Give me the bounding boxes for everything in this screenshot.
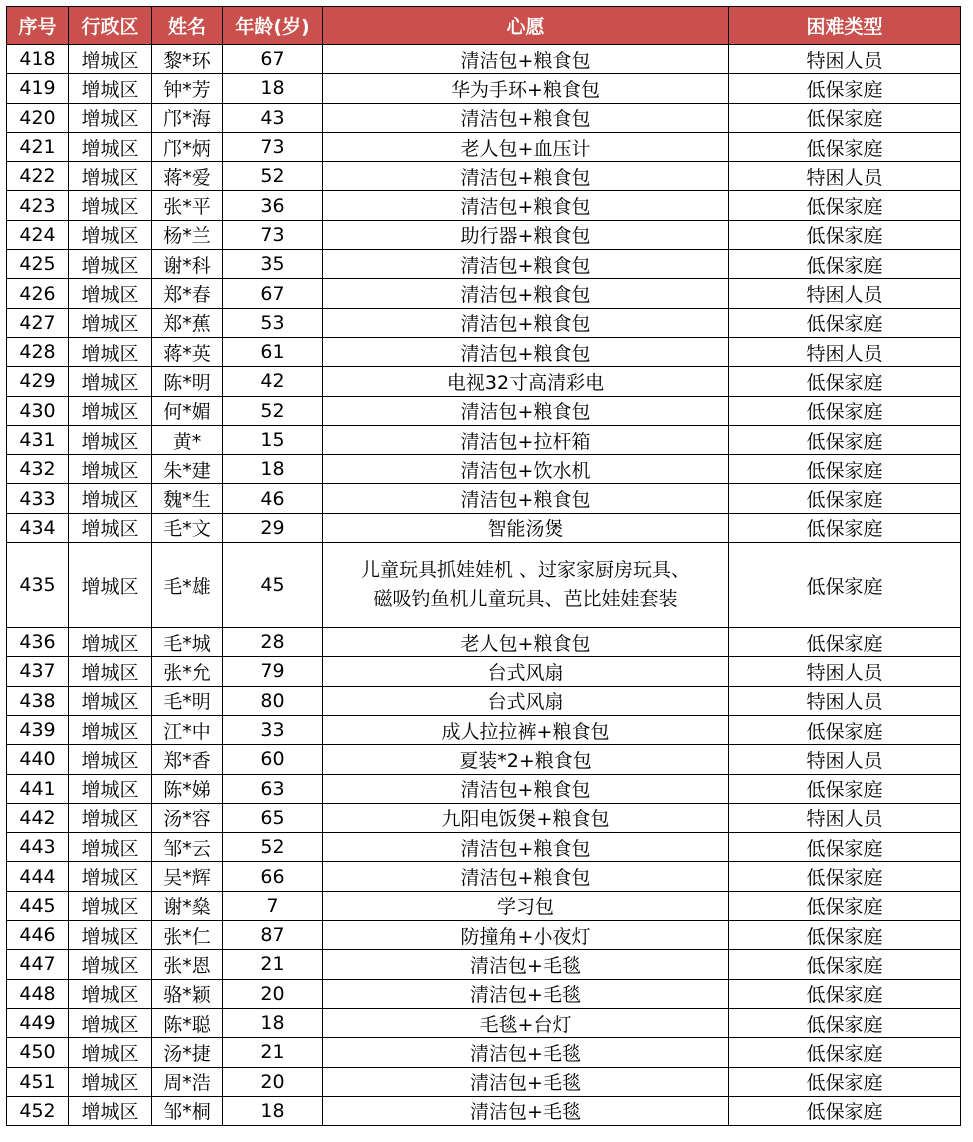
wish-line: 磁吸钓鱼机儿童玩具、芭比娃娃套装 — [373, 588, 678, 611]
cell-wish: 清洁包+粮食包 — [323, 103, 729, 132]
cell-wish: 成人拉拉裤+粮食包 — [323, 715, 729, 744]
cell-district: 增城区 — [69, 657, 152, 686]
cell-wish: 老人包+粮食包 — [323, 628, 729, 657]
cell-hardship-type: 低保家庭 — [729, 715, 961, 744]
cell-index: 442 — [7, 803, 69, 832]
cell-name: 邹*桐 — [152, 1096, 223, 1125]
cell-district: 增城区 — [69, 891, 152, 920]
cell-hardship-type: 低保家庭 — [729, 862, 961, 891]
cell-name: 陈*明 — [152, 367, 223, 396]
cell-district: 增城区 — [69, 308, 152, 337]
cell-hardship-type: 低保家庭 — [729, 308, 961, 337]
cell-wish: 电视32寸高清彩电 — [323, 367, 729, 396]
cell-age: 67 — [223, 279, 323, 308]
table-body — [7, 45, 961, 1126]
cell-wish: 清洁包+粮食包 — [323, 308, 729, 337]
cell-district: 增城区 — [69, 396, 152, 425]
cell-wish: 清洁包+粮食包 — [323, 250, 729, 279]
cell-age: 60 — [223, 745, 323, 774]
cell-index: 437 — [7, 657, 69, 686]
cell-index: 432 — [7, 455, 69, 484]
cell-age: 45 — [223, 543, 323, 628]
cell-wish: 清洁包+毛毯 — [323, 1067, 729, 1096]
cell-district: 增城区 — [69, 132, 152, 161]
cell-district: 增城区 — [69, 74, 152, 103]
cell-wish: 学习包 — [323, 891, 729, 920]
cell-age: 46 — [223, 484, 323, 513]
cell-age: 87 — [223, 921, 323, 950]
cell-wish: 台式风扇 — [323, 686, 729, 715]
cell-district: 增城区 — [69, 921, 152, 950]
cell-hardship-type: 低保家庭 — [729, 132, 961, 161]
cell-age: 73 — [223, 132, 323, 161]
cell-hardship-type: 低保家庭 — [729, 774, 961, 803]
table-row — [7, 950, 961, 979]
cell-hardship-type: 低保家庭 — [729, 455, 961, 484]
cell-wish: 清洁包+毛毯 — [323, 950, 729, 979]
cell-wish: 清洁包+拉杆箱 — [323, 425, 729, 454]
cell-wish: 清洁包+粮食包 — [323, 191, 729, 220]
cell-name: 郑*蕉 — [152, 308, 223, 337]
table-row — [7, 513, 961, 542]
cell-wish: 清洁包+毛毯 — [323, 1038, 729, 1067]
table-row — [7, 162, 961, 191]
cell-index: 423 — [7, 191, 69, 220]
cell-wish: 清洁包+饮水机 — [323, 455, 729, 484]
col-header-hardship-type: 困难类型 — [729, 7, 961, 45]
cell-index: 445 — [7, 891, 69, 920]
table-row — [7, 250, 961, 279]
cell-wish: 九阳电饭煲+粮食包 — [323, 803, 729, 832]
cell-hardship-type: 低保家庭 — [729, 891, 961, 920]
cell-age: 80 — [223, 686, 323, 715]
cell-name: 魏*生 — [152, 484, 223, 513]
cell-hardship-type: 低保家庭 — [729, 484, 961, 513]
table-row — [7, 367, 961, 396]
cell-age: 18 — [223, 1008, 323, 1037]
cell-hardship-type: 低保家庭 — [729, 220, 961, 249]
cell-name: 张*平 — [152, 191, 223, 220]
cell-district: 增城区 — [69, 774, 152, 803]
cell-age: 29 — [223, 513, 323, 542]
cell-name: 邝*海 — [152, 103, 223, 132]
cell-age: 20 — [223, 979, 323, 1008]
cell-name: 邝*炳 — [152, 132, 223, 161]
cell-age: 7 — [223, 891, 323, 920]
cell-index: 452 — [7, 1096, 69, 1125]
cell-district: 增城区 — [69, 367, 152, 396]
wish-line: 儿童玩具抓娃娃机 、过家家厨房玩具、 — [360, 559, 691, 582]
cell-age: 73 — [223, 220, 323, 249]
cell-district: 增城区 — [69, 862, 152, 891]
col-header-age: 年龄(岁) — [223, 7, 323, 45]
cell-wish: 清洁包+粮食包 — [323, 774, 729, 803]
cell-name: 蒋*爱 — [152, 162, 223, 191]
cell-district: 增城区 — [69, 833, 152, 862]
table-header — [7, 7, 961, 45]
cell-age: 63 — [223, 774, 323, 803]
table-row — [7, 132, 961, 161]
cell-district: 增城区 — [69, 425, 152, 454]
cell-index: 438 — [7, 686, 69, 715]
cell-age: 66 — [223, 862, 323, 891]
cell-age: 15 — [223, 425, 323, 454]
cell-name: 杨*兰 — [152, 220, 223, 249]
cell-district: 增城区 — [69, 103, 152, 132]
table-row — [7, 396, 961, 425]
cell-age: 53 — [223, 308, 323, 337]
cell-age: 61 — [223, 337, 323, 366]
cell-name: 陈*聪 — [152, 1008, 223, 1037]
cell-hardship-type: 低保家庭 — [729, 191, 961, 220]
cell-index: 425 — [7, 250, 69, 279]
cell-hardship-type: 特困人员 — [729, 45, 961, 74]
table-row — [7, 455, 961, 484]
cell-district: 增城区 — [69, 1038, 152, 1067]
table-row — [7, 891, 961, 920]
table-row — [7, 1096, 961, 1125]
table-row — [7, 979, 961, 1008]
cell-age: 35 — [223, 250, 323, 279]
cell-index: 440 — [7, 745, 69, 774]
cell-wish: 清洁包+粮食包 — [323, 45, 729, 74]
col-header-district: 行政区 — [69, 7, 152, 45]
cell-index: 435 — [7, 543, 69, 628]
cell-index: 431 — [7, 425, 69, 454]
cell-district: 增城区 — [69, 220, 152, 249]
cell-age: 65 — [223, 803, 323, 832]
cell-name: 张*允 — [152, 657, 223, 686]
cell-name: 毛*文 — [152, 513, 223, 542]
col-header-name: 姓名 — [152, 7, 223, 45]
cell-index: 451 — [7, 1067, 69, 1096]
cell-district: 增城区 — [69, 513, 152, 542]
cell-name: 陈*娣 — [152, 774, 223, 803]
table-row — [7, 45, 961, 74]
cell-name: 吴*辉 — [152, 862, 223, 891]
cell-wish: 老人包+血压计 — [323, 132, 729, 161]
cell-district: 增城区 — [69, 45, 152, 74]
table-row — [7, 103, 961, 132]
cell-age: 21 — [223, 950, 323, 979]
cell-index: 420 — [7, 103, 69, 132]
cell-name: 黎*环 — [152, 45, 223, 74]
cell-name: 张*仁 — [152, 921, 223, 950]
cell-age: 52 — [223, 162, 323, 191]
table-row — [7, 862, 961, 891]
cell-district: 增城区 — [69, 1067, 152, 1096]
cell-hardship-type: 低保家庭 — [729, 833, 961, 862]
cell-index: 447 — [7, 950, 69, 979]
cell-age: 28 — [223, 628, 323, 657]
cell-district: 增城区 — [69, 250, 152, 279]
wish-list-table — [6, 6, 961, 1126]
cell-hardship-type: 低保家庭 — [729, 950, 961, 979]
cell-name: 蒋*英 — [152, 337, 223, 366]
cell-name: 汤*捷 — [152, 1038, 223, 1067]
cell-age: 52 — [223, 396, 323, 425]
cell-wish: 防撞角+小夜灯 — [323, 921, 729, 950]
cell-age: 36 — [223, 191, 323, 220]
cell-name: 毛*明 — [152, 686, 223, 715]
table-row — [7, 220, 961, 249]
cell-hardship-type: 低保家庭 — [729, 543, 961, 628]
cell-district: 增城区 — [69, 484, 152, 513]
cell-name: 张*恩 — [152, 950, 223, 979]
cell-hardship-type: 低保家庭 — [729, 103, 961, 132]
cell-name: 郑*香 — [152, 745, 223, 774]
cell-district: 增城区 — [69, 279, 152, 308]
table-row — [7, 1008, 961, 1037]
cell-hardship-type: 低保家庭 — [729, 628, 961, 657]
cell-index: 436 — [7, 628, 69, 657]
cell-hardship-type: 低保家庭 — [729, 74, 961, 103]
cell-name: 江*中 — [152, 715, 223, 744]
table-row — [7, 628, 961, 657]
cell-age: 18 — [223, 455, 323, 484]
cell-name: 邹*云 — [152, 833, 223, 862]
cell-name: 朱*建 — [152, 455, 223, 484]
cell-wish: 助行器+粮食包 — [323, 220, 729, 249]
cell-index: 446 — [7, 921, 69, 950]
cell-index: 422 — [7, 162, 69, 191]
table-row — [7, 657, 961, 686]
cell-name: 谢*燊 — [152, 891, 223, 920]
cell-age: 52 — [223, 833, 323, 862]
cell-index: 428 — [7, 337, 69, 366]
cell-district: 增城区 — [69, 979, 152, 1008]
cell-name: 汤*容 — [152, 803, 223, 832]
cell-wish: 华为手环+粮食包 — [323, 74, 729, 103]
cell-hardship-type: 特困人员 — [729, 337, 961, 366]
cell-district: 增城区 — [69, 628, 152, 657]
cell-name: 何*媚 — [152, 396, 223, 425]
cell-index: 434 — [7, 513, 69, 542]
cell-hardship-type: 特困人员 — [729, 745, 961, 774]
cell-index: 419 — [7, 74, 69, 103]
cell-age: 42 — [223, 367, 323, 396]
cell-district: 增城区 — [69, 950, 152, 979]
cell-wish: 清洁包+毛毯 — [323, 1096, 729, 1125]
table-row — [7, 745, 961, 774]
table-row — [7, 803, 961, 832]
cell-hardship-type: 特困人员 — [729, 803, 961, 832]
cell-index: 433 — [7, 484, 69, 513]
table-row — [7, 279, 961, 308]
cell-wish: 清洁包+粮食包 — [323, 279, 729, 308]
cell-district: 增城区 — [69, 745, 152, 774]
cell-index: 427 — [7, 308, 69, 337]
table-row — [7, 774, 961, 803]
cell-wish: 清洁包+粮食包 — [323, 337, 729, 366]
cell-name: 郑*春 — [152, 279, 223, 308]
cell-hardship-type: 低保家庭 — [729, 979, 961, 1008]
cell-hardship-type: 低保家庭 — [729, 425, 961, 454]
cell-wish — [323, 543, 729, 628]
cell-index: 450 — [7, 1038, 69, 1067]
table-row — [7, 425, 961, 454]
table-row — [7, 921, 961, 950]
cell-age: 18 — [223, 74, 323, 103]
cell-index: 421 — [7, 132, 69, 161]
cell-index: 429 — [7, 367, 69, 396]
cell-index: 449 — [7, 1008, 69, 1037]
cell-wish: 清洁包+粮食包 — [323, 833, 729, 862]
cell-district: 增城区 — [69, 337, 152, 366]
cell-wish: 清洁包+毛毯 — [323, 979, 729, 1008]
table-row — [7, 686, 961, 715]
table-row — [7, 715, 961, 744]
header-row — [7, 7, 961, 45]
cell-district: 增城区 — [69, 191, 152, 220]
cell-hardship-type: 低保家庭 — [729, 1067, 961, 1096]
cell-name: 毛*雄 — [152, 543, 223, 628]
table-row — [7, 1038, 961, 1067]
cell-hardship-type: 特困人员 — [729, 686, 961, 715]
cell-name: 黄* — [152, 425, 223, 454]
col-header-index: 序号 — [7, 7, 69, 45]
cell-age: 20 — [223, 1067, 323, 1096]
table-row — [7, 74, 961, 103]
cell-name: 骆*颖 — [152, 979, 223, 1008]
cell-name: 毛*城 — [152, 628, 223, 657]
cell-hardship-type: 特困人员 — [729, 657, 961, 686]
cell-district: 增城区 — [69, 455, 152, 484]
cell-wish: 清洁包+粮食包 — [323, 162, 729, 191]
cell-hardship-type: 特困人员 — [729, 279, 961, 308]
table-row — [7, 484, 961, 513]
cell-age: 79 — [223, 657, 323, 686]
cell-age: 43 — [223, 103, 323, 132]
cell-name: 钟*芳 — [152, 74, 223, 103]
table-row — [7, 308, 961, 337]
cell-index: 426 — [7, 279, 69, 308]
cell-index: 443 — [7, 833, 69, 862]
cell-hardship-type: 低保家庭 — [729, 921, 961, 950]
table-row — [7, 1067, 961, 1096]
table-row — [7, 337, 961, 366]
cell-district: 增城区 — [69, 686, 152, 715]
cell-index: 444 — [7, 862, 69, 891]
cell-wish: 清洁包+粮食包 — [323, 484, 729, 513]
cell-index: 441 — [7, 774, 69, 803]
cell-district: 增城区 — [69, 1096, 152, 1125]
cell-district: 增城区 — [69, 715, 152, 744]
cell-hardship-type: 低保家庭 — [729, 367, 961, 396]
cell-hardship-type: 特困人员 — [729, 162, 961, 191]
cell-name: 周*浩 — [152, 1067, 223, 1096]
col-header-wish: 心愿 — [323, 7, 729, 45]
cell-district: 增城区 — [69, 803, 152, 832]
cell-wish: 智能汤煲 — [323, 513, 729, 542]
cell-age: 33 — [223, 715, 323, 744]
cell-age: 21 — [223, 1038, 323, 1067]
cell-wish: 清洁包+粮食包 — [323, 396, 729, 425]
cell-index: 448 — [7, 979, 69, 1008]
cell-name: 谢*科 — [152, 250, 223, 279]
table-row — [7, 833, 961, 862]
cell-hardship-type: 低保家庭 — [729, 250, 961, 279]
cell-hardship-type: 低保家庭 — [729, 513, 961, 542]
cell-age: 67 — [223, 45, 323, 74]
cell-district: 增城区 — [69, 162, 152, 191]
cell-index: 418 — [7, 45, 69, 74]
cell-index: 439 — [7, 715, 69, 744]
cell-hardship-type: 低保家庭 — [729, 396, 961, 425]
cell-hardship-type: 低保家庭 — [729, 1096, 961, 1125]
cell-hardship-type: 低保家庭 — [729, 1008, 961, 1037]
cell-age: 18 — [223, 1096, 323, 1125]
cell-wish: 台式风扇 — [323, 657, 729, 686]
table-row — [7, 191, 961, 220]
cell-district: 增城区 — [69, 1008, 152, 1037]
cell-index: 424 — [7, 220, 69, 249]
cell-district: 增城区 — [69, 543, 152, 628]
cell-hardship-type: 低保家庭 — [729, 1038, 961, 1067]
cell-wish: 毛毯+台灯 — [323, 1008, 729, 1037]
cell-wish: 清洁包+粮食包 — [323, 862, 729, 891]
cell-index: 430 — [7, 396, 69, 425]
table-row — [7, 543, 961, 628]
cell-wish: 夏装*2+粮食包 — [323, 745, 729, 774]
